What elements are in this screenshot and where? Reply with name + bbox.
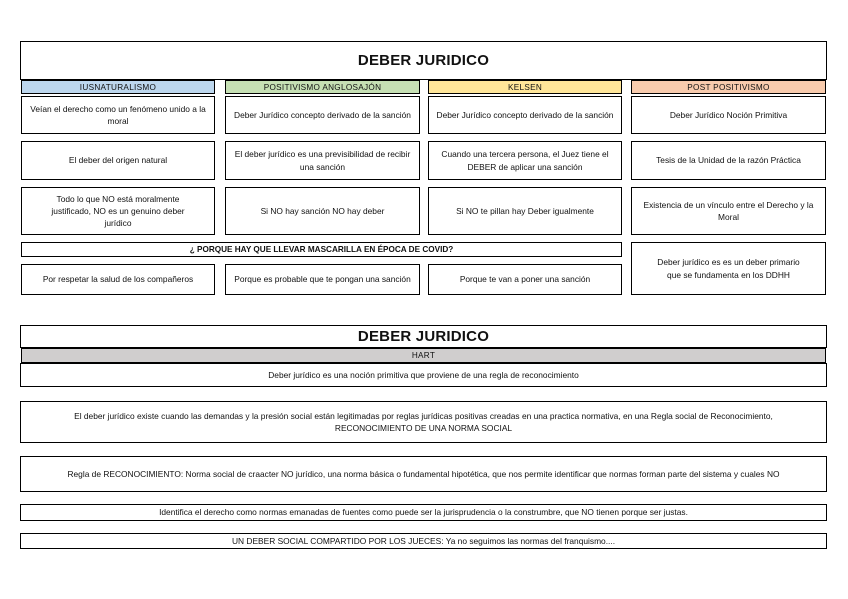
header-positivismo-anglosajon: POSITIVISMO ANGLOSAJÓN: [225, 80, 420, 94]
positivismo-cell-1: Deber Jurídico concepto derivado de la sanción: [225, 96, 420, 134]
postpositivismo-cell-3: Existencia de un vínculo entre el Derecho y la Moral: [631, 187, 826, 235]
hart-row-3: Regla de RECONOCIMIENTO: Norma social de craacter NO jurídico, una norma básica o fundamental hipotética, que nos permite identificar que normas forman parte del sistema y cuales NO: [20, 456, 827, 492]
iusnaturalismo-cell-3: Todo lo que NO está moralmente justificado, NO es un genuino deber jurídico: [21, 187, 215, 235]
section2-title: DEBER JURIDICO: [20, 325, 827, 348]
header-post-positivismo: POST POSITIVISMO: [631, 80, 826, 94]
kelsen-cell-3: Si NO te pillan hay Deber igualmente: [428, 187, 622, 235]
hart-row-1: Deber jurídico es una noción primitiva que proviene de una regla de reconocimiento: [20, 363, 827, 387]
kelsen-cell-1: Deber Jurídico concepto derivado de la sanción: [428, 96, 622, 134]
hart-row-2: El deber jurídico existe cuando las demandas y la presión social están legitimadas por reglas jurídicas positivas creadas en una practica normativa, en una Regla social de Reconocimiento, RECONOCIMIENTO DE UNA NORMA SOCIAL: [20, 401, 827, 443]
postpositivismo-cell-4: Deber jurídico es es un deber primario que se fundamenta en los DDHH: [631, 242, 826, 295]
answer-iusnaturalismo: Por respetar la salud de los compañeros: [21, 264, 215, 295]
positivismo-cell-3: Si NO hay sanción NO hay deber: [225, 187, 420, 235]
header-hart: HART: [21, 348, 826, 363]
header-iusnaturalismo: IUSNATURALISMO: [21, 80, 215, 94]
section1-title: DEBER JURIDICO: [20, 41, 827, 80]
iusnaturalismo-cell-1: Veían el derecho como un fenómeno unido a la moral: [21, 96, 215, 134]
hart-row-5: UN DEBER SOCIAL COMPARTIDO POR LOS JUECES: Ya no seguimos las normas del franquismo....: [20, 533, 827, 549]
postpositivismo-cell-2: Tesis de la Unidad de la razón Práctica: [631, 141, 826, 180]
answer-positivismo: Porque es probable que te pongan una sanción: [225, 264, 420, 295]
positivismo-cell-2: El deber jurídico es una previsibilidad de recibir una sanción: [225, 141, 420, 180]
answer-kelsen: Porque te van a poner una sanción: [428, 264, 622, 295]
iusnaturalismo-cell-2: El deber del origen natural: [21, 141, 215, 180]
postpositivismo-cell-1: Deber Jurídico Noción Primitiva: [631, 96, 826, 134]
hart-row-4: Identifica el derecho como normas emanadas de fuentes como puede ser la jurisprudencia o la construmbre, que NO tienen porque ser justas.: [20, 504, 827, 521]
header-kelsen: KELSEN: [428, 80, 622, 94]
covid-question: ¿ PORQUE HAY QUE LLEVAR MASCARILLA EN ÉPOCA DE COVID?: [21, 242, 622, 257]
kelsen-cell-2: Cuando una tercera persona, el Juez tiene el DEBER de aplicar una sanción: [428, 141, 622, 180]
